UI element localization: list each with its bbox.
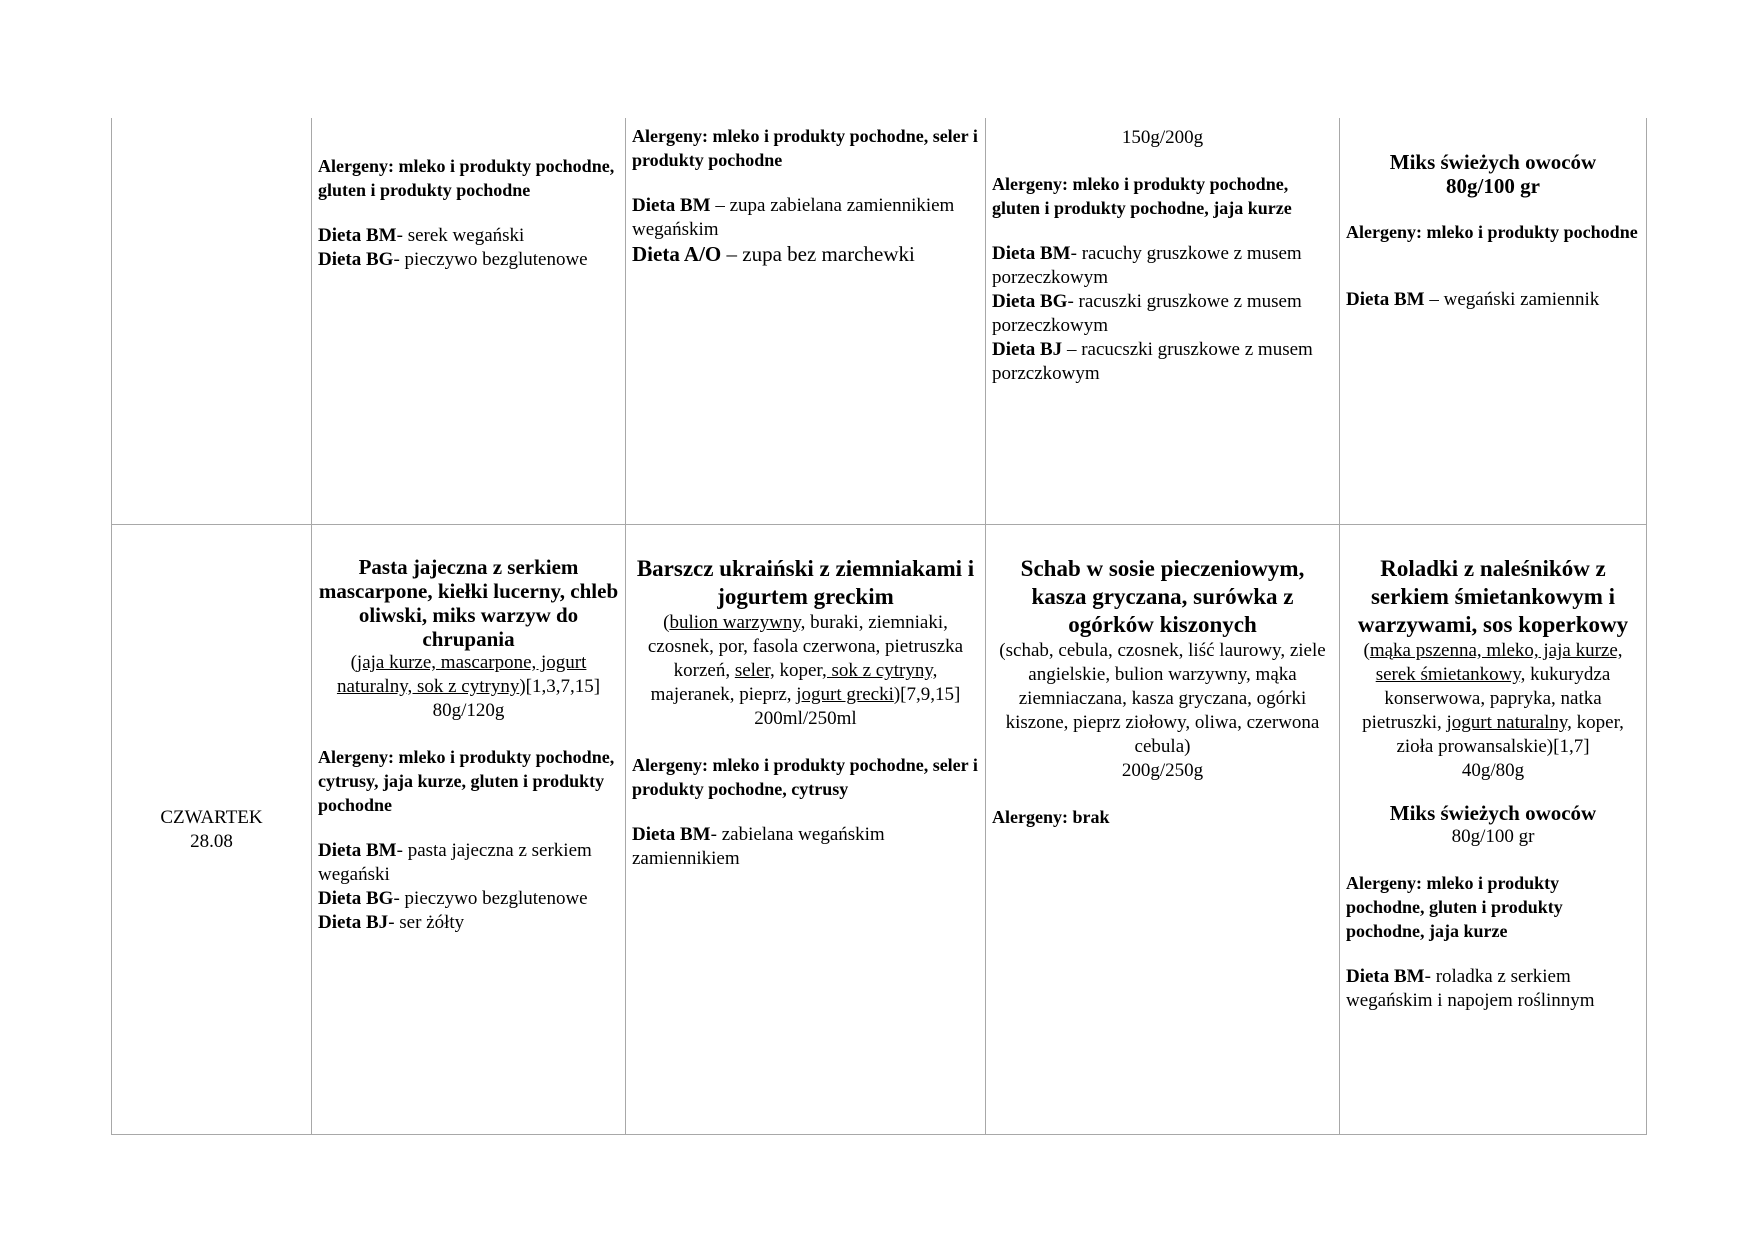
soup-cell — [626, 525, 986, 1135]
diet-item: Dieta BM- zabielana wegańskim zamiennikiem — [632, 824, 885, 869]
diet-item: Dieta BM- roladka z serkiem wegańskim i napojem roślinnym — [1346, 966, 1595, 1011]
breakfast-cell — [312, 118, 626, 525]
diet-item: Dieta BJ – racucszki gruszkowe z musem porzczkowym — [992, 339, 1313, 384]
portion-text: 80g/120g — [432, 700, 505, 721]
diet-item: Dieta BM- racuchy gruszkowe z musem porzeczkowym — [992, 243, 1302, 288]
day-name: CZWARTEK — [160, 806, 263, 828]
day-cell — [112, 525, 312, 1135]
diet-list — [1346, 965, 1640, 1013]
ingredients-text: (bulion warzywny, buraki, ziemniaki, czosnek, por, fasola czerwona, pietruszka korzeń, seler, koper, sok z cytryny, majeranek, pieprz, jogurt grecki)[7,9,15] — [647, 612, 964, 705]
snack-cell — [1340, 118, 1647, 525]
extra-portion: 80g/100 gr — [1451, 826, 1535, 847]
diet-item: Dieta BG- pieczywo bezglutenowe — [318, 888, 588, 909]
day-date: 28.08 — [190, 830, 233, 852]
allergens-text: Alergeny: mleko i produkty pochodne, gluten i produkty pochodne, jaja kurze — [992, 174, 1292, 218]
diet-item: Dieta BM – zupa zabielana zamiennikiem wegańskim — [632, 195, 955, 240]
ingredients-text: (mąka pszenna, mleko, jaja kurze, serek śmietankowy, kukurydza konserwowa, papryka, natka pietruszki, jogurt naturalny, koper, zioła prowansalskie)[1,7] — [1362, 640, 1624, 757]
diet-item: Dieta BG- pieczywo bezglutenowe — [318, 249, 588, 270]
diet-item: Dieta A/O – zupa bez marchewki — [632, 242, 915, 266]
main-course-cell — [986, 118, 1340, 525]
extra-title: Miks świeżych owoców — [1389, 801, 1597, 825]
dish-title: Schab w sosie pieczeniowym, kasza gryczana, surówka z ogórków kiszonych — [1020, 556, 1305, 637]
extra-portion: 80g/100 gr — [1446, 174, 1540, 198]
ingredients-text: (schab, cebula, czosnek, liść laurowy, ziele angielskie, bulion warzywny, mąka ziemniaczana, kasza gryczana, ogórki kiszone, pieprz ziołowy, oliwa, czerwona cebula) — [999, 640, 1326, 757]
ingredients-text: (jaja kurze, mascarpone, jogurt naturalny, sok z cytryny)[1,3,7,15] — [336, 652, 601, 697]
menu-table — [111, 118, 1647, 1135]
diet-list — [318, 224, 619, 272]
diet-list — [992, 242, 1333, 386]
main-course-cell — [986, 525, 1340, 1135]
portion-text: 200ml/250ml — [754, 708, 857, 729]
portion-text: 40g/80g — [1461, 760, 1525, 781]
diet-item: Dieta BM- pasta jajeczna z serkiem wegański — [318, 840, 592, 885]
allergens-text: Alergeny: mleko i produkty pochodne, seler i produkty pochodne — [632, 126, 978, 170]
allergens-text: Alergeny: mleko i produkty pochodne — [1346, 222, 1638, 242]
allergens-text: Alergeny: brak — [992, 807, 1110, 827]
allergens-text: Alergeny: mleko i produkty pochodne, seler i produkty pochodne, cytrusy — [632, 755, 978, 799]
diet-item: Dieta BM- serek wegański — [318, 225, 525, 246]
diet-item: Dieta BJ- ser żółty — [318, 912, 465, 933]
menu-row-continued — [112, 118, 1647, 525]
portion-text: 200g/250g — [1121, 760, 1204, 781]
allergens-text: Alergeny: mleko i produkty pochodne, cytrusy, jaja kurze, gluten i produkty pochodne — [318, 747, 615, 815]
soup-cell — [626, 118, 986, 525]
day-cell-empty — [112, 118, 312, 525]
diet-list — [632, 823, 979, 871]
allergens-text: Alergeny: mleko i produkty pochodne, gluten i produkty pochodne, jaja kurze — [1346, 873, 1563, 941]
diet-list — [632, 194, 979, 266]
allergens-text: Alergeny: mleko i produkty pochodne, gluten i produkty pochodne — [318, 156, 615, 200]
diet-item: Dieta BG- racuszki gruszkowe z musem porzeczkowym — [992, 291, 1302, 336]
diet-list — [1346, 288, 1640, 312]
breakfast-cell — [312, 525, 626, 1135]
diet-item: Dieta BM – wegański zamiennik — [1346, 289, 1600, 310]
extra-title: Miks świeżych owoców — [1389, 150, 1597, 174]
menu-row-thursday — [112, 525, 1647, 1135]
portion-text: 150g/200g — [1121, 127, 1204, 148]
dish-title: Pasta jajeczna z serkiem mascarpone, kiełki lucerny, chleb oliwski, miks warzyw do chrupania — [318, 555, 619, 651]
dish-title: Barszcz ukraiński z ziemniakami i jogurtem greckim — [636, 556, 975, 609]
snack-cell — [1340, 525, 1647, 1135]
dish-title: Roladki z naleśników z serkiem śmietankowym i warzywami, sos koperkowy — [1357, 556, 1629, 637]
diet-list — [318, 839, 619, 935]
